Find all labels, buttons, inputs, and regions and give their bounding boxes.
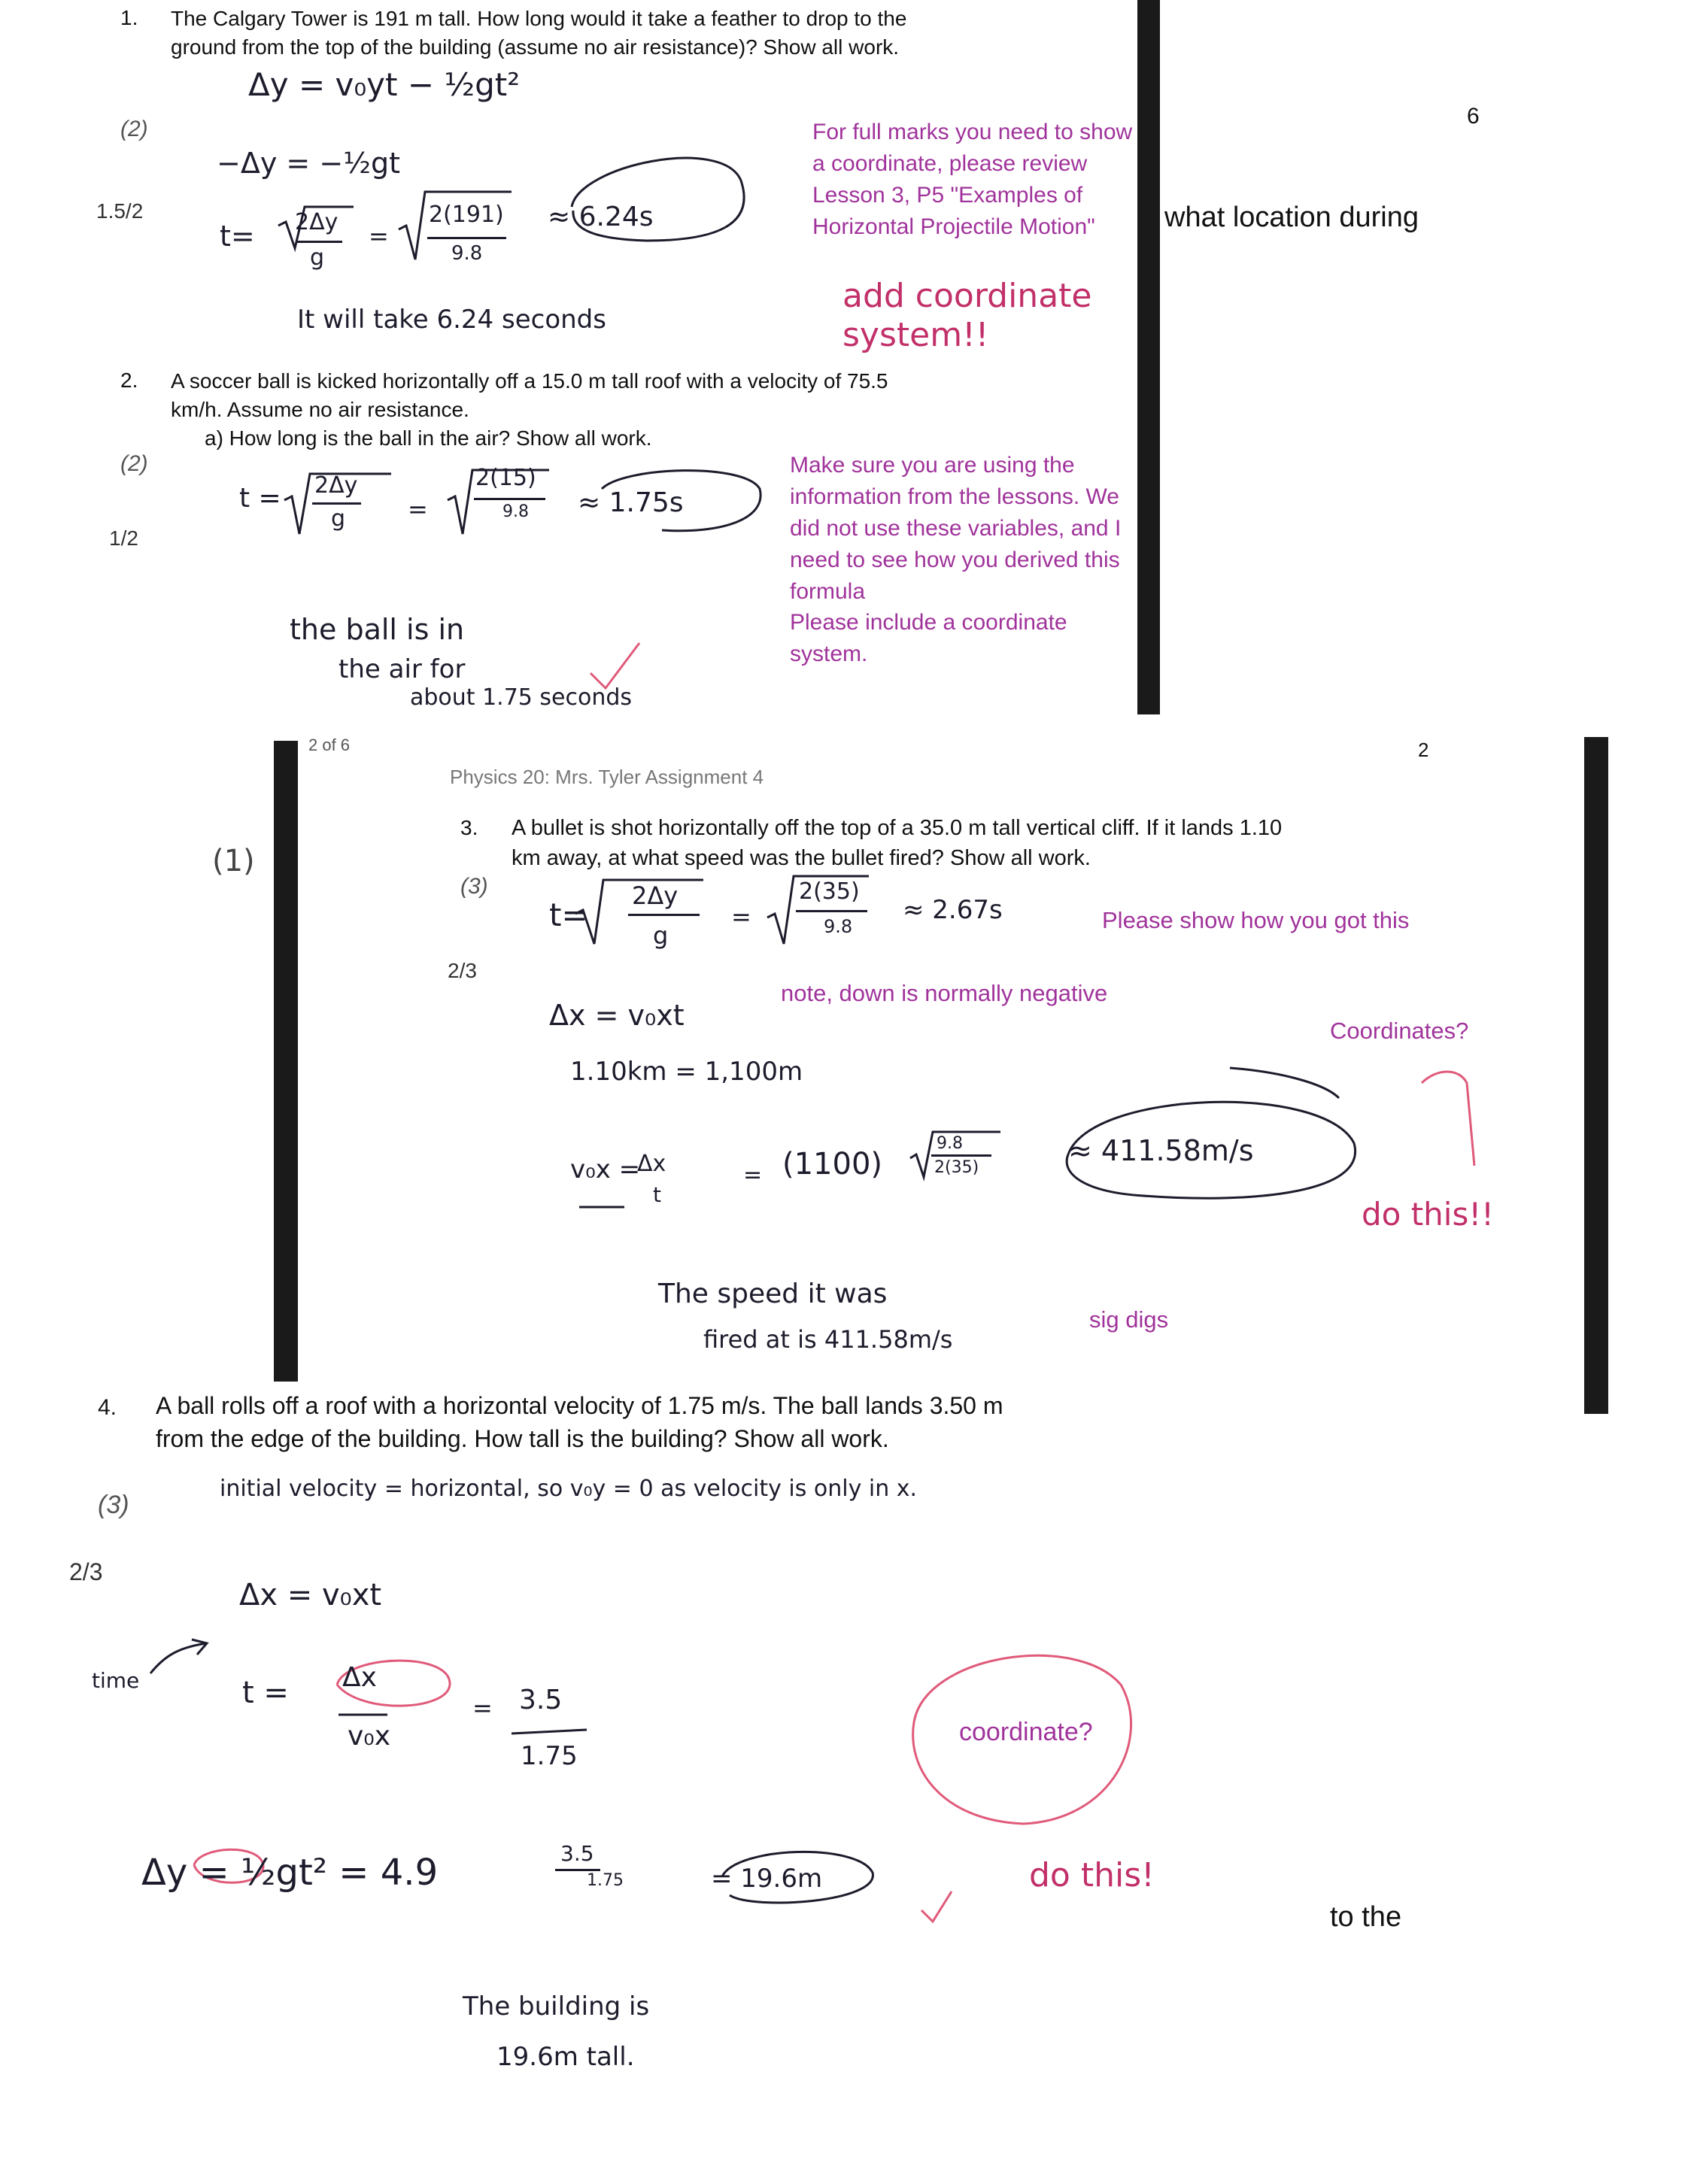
q3-comment4: sig digs xyxy=(1089,1306,1169,1333)
q4-hw-frac-den: 1.75 xyxy=(587,1871,624,1890)
q3-frac-bar2 xyxy=(796,910,867,912)
q1-hw-result: ≈ 6.24s xyxy=(548,202,654,232)
q3-hw-t: t= xyxy=(549,896,588,933)
q4-hw-eq: = xyxy=(472,1694,493,1722)
q2-hw-eq-sign: = xyxy=(408,495,428,523)
q4-hw-ans2: 19.6m tall. xyxy=(496,2042,635,2072)
q4-hw-num2: 3.5 xyxy=(519,1685,563,1715)
q3-hw-ans2: fired at is 411.58m/s xyxy=(703,1325,953,1354)
q3-text-line2: km away, at what speed was the bullet fired? Show all work. xyxy=(512,846,1091,870)
q3-hw-eq-sign: = xyxy=(731,902,751,931)
q2-part-a: a) How long is the ball in the air? Show all work. xyxy=(205,426,652,450)
q2-number: 2. xyxy=(120,369,138,392)
q2-frac-bar1 xyxy=(312,502,361,505)
q3-hw-result: ≈ 2.67s xyxy=(903,895,1003,925)
q2-text-line1: A soccer ball is kicked horizontally off a 15.0 m tall roof with a velocity of 75.5 xyxy=(171,369,888,393)
q2-score: 1/2 xyxy=(109,526,138,550)
q2-hw-den2: 9.8 xyxy=(502,502,529,521)
q3-hw-num2: 2(35) xyxy=(799,878,860,905)
q4-hw-den2: 1.75 xyxy=(521,1741,578,1771)
assignment-header: Physics 20: Mrs. Tyler Assignment 4 xyxy=(450,766,764,788)
q2-hw-den1: g xyxy=(331,505,346,532)
q4-comment: coordinate? xyxy=(959,1718,1093,1746)
q2-hw-ans1: the ball is in xyxy=(290,613,465,646)
q4-hw-frac-num: 3.5 xyxy=(560,1841,594,1866)
q3-hw-vox: v₀x = xyxy=(570,1154,641,1185)
q4-marks: (3) xyxy=(98,1491,129,1519)
q2-hw-ans2: the air for xyxy=(339,654,466,684)
q4-hw-line1: initial velocity = horizontal, so v₀y = 0 as velocity is only in x. xyxy=(220,1476,918,1502)
page-number-2: 2 xyxy=(1418,739,1429,761)
q3-hw-comment: do this!! xyxy=(1362,1196,1495,1233)
q2-marks: (2) xyxy=(120,451,148,476)
q4-hw-comment: do this! xyxy=(1029,1856,1155,1894)
q4-hw-dy: Δy = ½gt² = 4.9 xyxy=(141,1852,439,1894)
q1-text-line2: ground from the top of the building (assume no air resistance)? Show all work. xyxy=(171,35,900,59)
q1-hw-eq-sign: = xyxy=(369,222,389,250)
q3-hw-den1: g xyxy=(653,921,669,950)
q3-hw-num3: Δx xyxy=(637,1151,666,1177)
q2-hw-num2: 2(15) xyxy=(475,465,536,491)
q3-hw-calc: (1100) xyxy=(782,1147,883,1181)
q3-hw-num4: 9.8 xyxy=(937,1134,963,1153)
q1-fragment: what location during xyxy=(1164,202,1419,233)
q1-hw-eq2: −Δy = −½gt xyxy=(217,147,401,180)
q1-hw-den1: g xyxy=(310,244,325,271)
q4-hw-num1: Δx xyxy=(342,1662,377,1693)
q1-number: 1. xyxy=(120,6,138,29)
q3-hw-result2: ≈ 411.58m/s xyxy=(1068,1134,1254,1167)
q3-text-line1: A bullet is shot horizontally off the top of a 35.0 m tall vertical cliff. If it lands 1.10 xyxy=(512,816,1283,840)
q4-hw-den1: v₀x xyxy=(348,1721,391,1752)
q4-hw-time: time xyxy=(92,1668,140,1693)
q1-hw-num2: 2(191) xyxy=(429,202,504,228)
q1-hw-eq1: Δy = v₀yt − ½gt² xyxy=(248,66,521,103)
q3-comment2: note, down is normally negative xyxy=(781,980,1108,1006)
q3-hw-dx: Δx = v₀xt xyxy=(549,999,685,1032)
q4-text-line2: from the edge of the building. How tall is the building? Show all work. xyxy=(156,1425,889,1452)
q2-text-line2: km/h. Assume no air resistance. xyxy=(171,398,469,421)
q4-number: 4. xyxy=(98,1395,117,1420)
q1-page-num: 6 xyxy=(1467,104,1480,129)
q1-frac-bar1 xyxy=(297,241,342,243)
q1-text-line1: The Calgary Tower is 191 m tall. How long would it take a feather to drop to the xyxy=(171,7,907,30)
q2-comment: Make sure you are using the information from the lessons. We did not use these variables, and I need to see how you derived this formula xyxy=(790,453,1122,604)
q1-hw-t: t= xyxy=(220,220,255,253)
q3-number: 3. xyxy=(460,816,478,839)
q4-hw-t: t = xyxy=(242,1676,289,1710)
q3-left-mark: (1) xyxy=(212,844,255,878)
q3-hw-ans1: The speed it was xyxy=(658,1279,888,1309)
q1-hw-comment: add coordinate system!! xyxy=(842,277,1092,354)
q1-hw-num1: 2Δy xyxy=(295,209,339,235)
q3-score: 2/3 xyxy=(448,959,477,982)
q1-hw-den2: 9.8 xyxy=(451,242,483,265)
q4-score: 2/3 xyxy=(69,1558,103,1585)
q3-hw-den4: 2(35) xyxy=(934,1158,979,1177)
q3-comment1: Please show how you got this xyxy=(1102,907,1410,933)
q2-hw-num1: 2Δy xyxy=(314,472,358,499)
q3-marks: (3) xyxy=(460,874,488,899)
q3-hw-eq-sign2: = xyxy=(743,1162,763,1188)
q1-frac-bar2 xyxy=(427,237,506,239)
q1-score: 1.5/2 xyxy=(96,199,144,223)
q1-hw-answer: It will take 6.24 seconds xyxy=(297,305,606,335)
q3-hw-den2: 9.8 xyxy=(824,916,853,937)
q2-frac-bar2 xyxy=(474,498,545,500)
q2-hw-t: t = xyxy=(239,483,281,514)
q4-fragment: to the xyxy=(1330,1901,1402,1933)
q3-comment3: Coordinates? xyxy=(1330,1018,1469,1044)
q2-hw-result: ≈ 1.75s xyxy=(578,487,684,518)
q4-hw-ans1: The building is xyxy=(463,1991,650,2022)
q2-hw-ans3: about 1.75 seconds xyxy=(410,684,633,711)
q1-marks: (2) xyxy=(120,117,148,141)
q2-comment2: Please include a coordinate system. xyxy=(790,610,1067,666)
q1-comment: For full marks you need to show a coordinate, please review Lesson 3, P5 "Examples of Horizontal Projectile Motion" xyxy=(812,120,1133,239)
q3-frac-bar4 xyxy=(931,1154,991,1157)
q4-hw-result: = 19.6m xyxy=(711,1864,823,1894)
q3-hw-den3: t xyxy=(653,1182,661,1207)
q4-hw-dx: Δx = v₀xt xyxy=(239,1578,382,1612)
q3-hw-num1: 2Δy xyxy=(632,881,679,910)
q3-hw-conv: 1.10km = 1,100m xyxy=(570,1057,803,1087)
page-label: 2 of 6 xyxy=(308,736,351,754)
q4-text-line1: A ball rolls off a roof with a horizontal velocity of 1.75 m/s. The ball lands 3.50 m xyxy=(156,1392,1003,1419)
q3-frac-bar1 xyxy=(628,914,700,916)
